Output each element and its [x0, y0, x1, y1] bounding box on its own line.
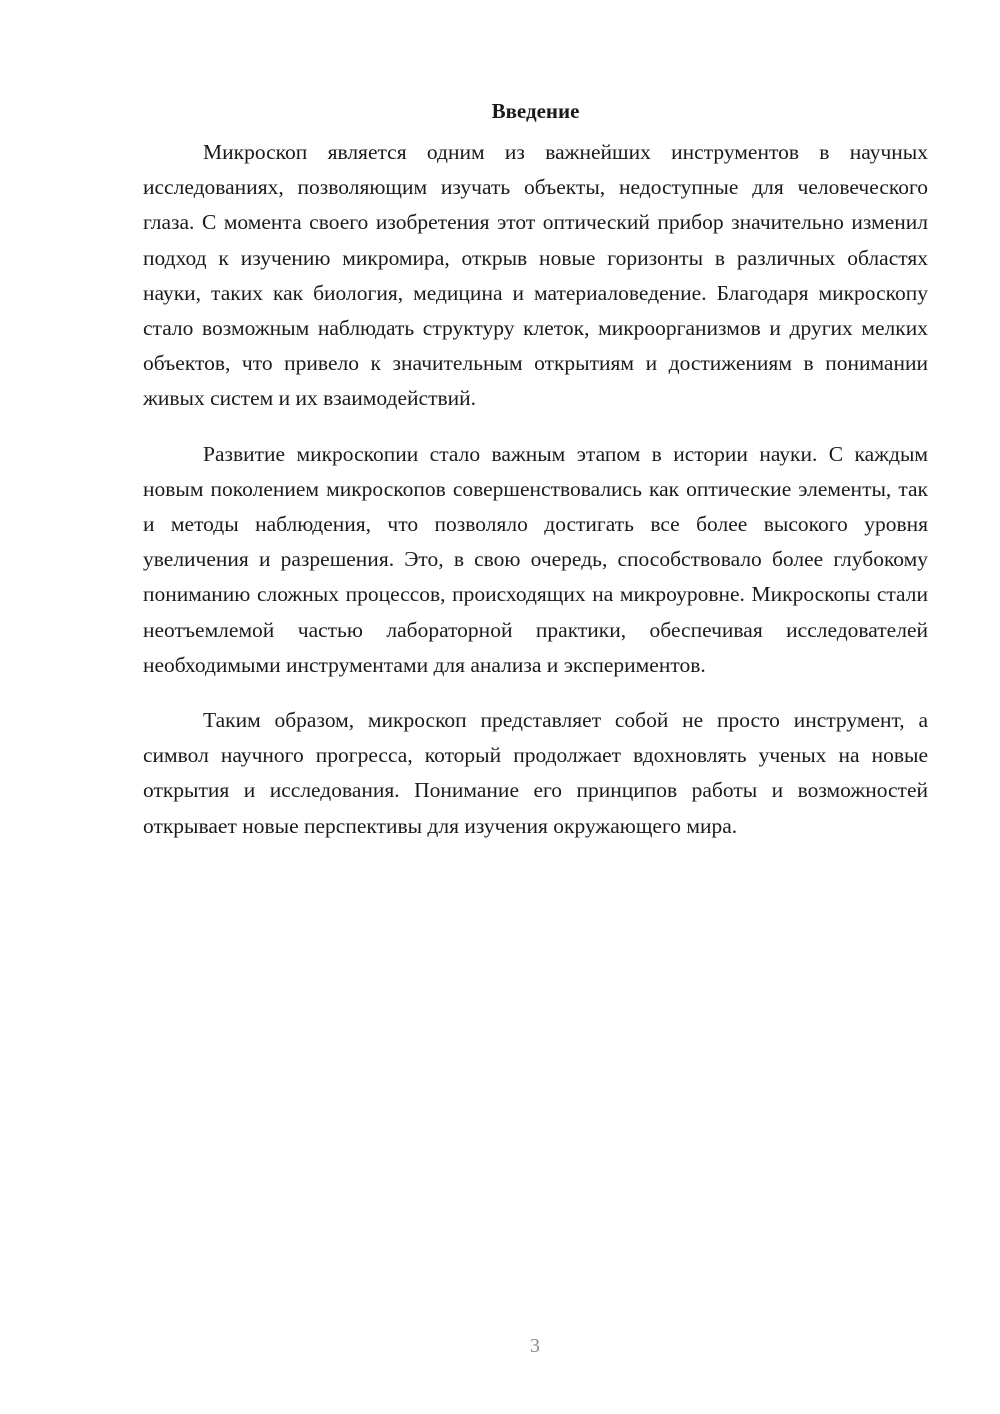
page-content: [143, 96, 928, 864]
page-number: 3: [530, 1335, 540, 1357]
section-title: Введение: [491, 99, 580, 123]
paragraph-1: Микроскоп является одним из важнейших инструментов в научных исследованиях, позволяющим изучать объекты, недоступные для человеческого глаза. С момента своего изобретения этот оптический прибор значительно изменил подход к изучению микромира, открыв новые горизонты в различных областях науки, таких как биология, медицина и материаловедение. Благодаря микроскопу стало возможным наблюдать структуру клеток, микроорганизмов и других мелких объектов, что привело к значительным открытиям и достижениям в понимании живых систем и их взаимодействий.: [143, 140, 928, 411]
paragraph-2: Развитие микроскопии стало важным этапом в истории науки. С каждым новым поколением микроскопов совершенствовались как оптические элементы, так и методы наблюдения, что позволяло достигать все более высокого уровня увеличения и разрешения. Это, в свою очередь, способствовало более глубокому пониманию сложных процессов, происходящих на микроуровне. Микроскопы стали неотъемлемой частью лабораторной практики, обеспечивая исследователей необходимыми инструментами для анализа и экспериментов.: [143, 441, 928, 677]
paragraph-3: Таким образом, микроскоп представляет собой не просто инструмент, а символ научного прогресса, который продолжает вдохновлять ученых на новые открытия и исследования. Понимание его принципов работы и возможностей открывает новые перспективы для изучения окружающего мира.: [143, 708, 928, 838]
